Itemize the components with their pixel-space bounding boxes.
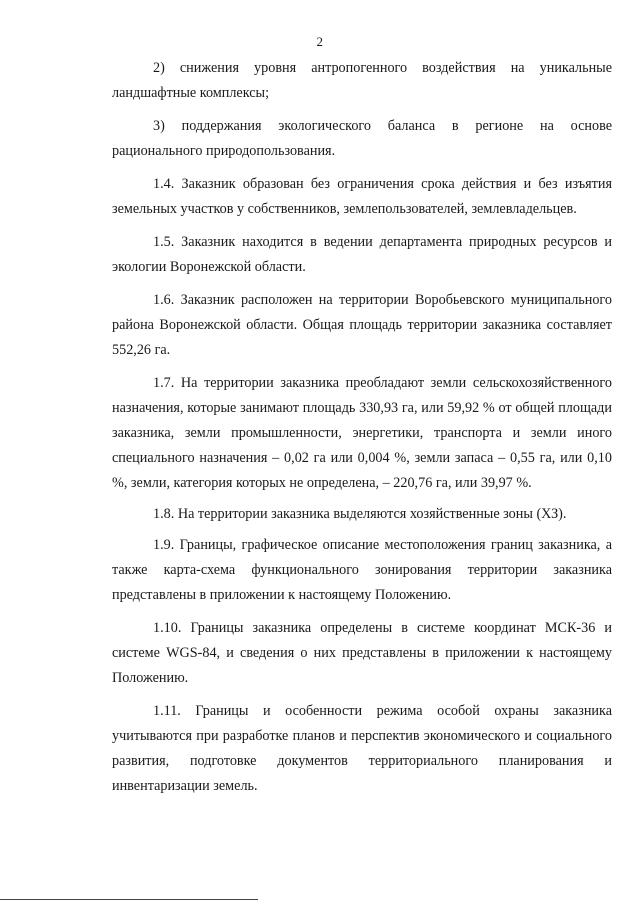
paragraph-clause-1-6: 1.6. Заказник расположен на территории Воробьевского муниципального района Воронежской области. Общая площадь территории заказника составляет 552,26 га. <box>112 292 612 358</box>
footer-divider <box>0 899 258 900</box>
paragraph-item-2: 2) снижения уровня антропогенного воздействия на уникальные ландшафтные комплексы; <box>112 60 612 101</box>
paragraph-clause-1-8: 1.8. На территории заказника выделяются хозяйственные зоны (ХЗ). <box>153 506 567 522</box>
document-body <box>112 56 612 807</box>
paragraph-item-3: 3) поддержания экологического баланса в регионе на основе рационального природопользования. <box>112 118 612 159</box>
paragraph-clause-1-9: 1.9. Границы, графическое описание местоположения границ заказника, а также карта-схема функционального зонирования территории заказника представлены в приложении к настоящему Положению. <box>112 537 612 603</box>
paragraph-clause-1-10: 1.10. Границы заказника определены в системе координат МСК-36 и системе WGS-84, и сведения о них представлены в приложении к настоящему Положению. <box>112 620 612 686</box>
paragraph-clause-1-7: 1.7. На территории заказника преобладают земли сельскохозяйственного назначения, которые занимают площадь 330,93 га, или 59,92 % от общей площади заказника, земли промышленности, энергетики, транспорта и земли иного специального назначения – 0,02 га или 0,004 %, земли запаса – 0,55 га, или 0,10 %, земли, категория которых не определена, – 220,76 га, или 39,97 %. <box>112 375 612 491</box>
paragraph-clause-1-5: 1.5. Заказник находится в ведении департамента природных ресурсов и экологии Воронежской области. <box>112 234 612 275</box>
paragraph-clause-1-11: 1.11. Границы и особенности режима особой охраны заказника учитываются при разработке планов и перспектив экономического и социального развития, подготовке документов территориального планирования и инвентаризации земель. <box>112 703 612 794</box>
page-number: 2 <box>316 34 324 49</box>
paragraph-clause-1-4: 1.4. Заказник образован без ограничения срока действия и без изъятия земельных участков у собственников, землепользователей, землевладельцев. <box>112 176 612 217</box>
